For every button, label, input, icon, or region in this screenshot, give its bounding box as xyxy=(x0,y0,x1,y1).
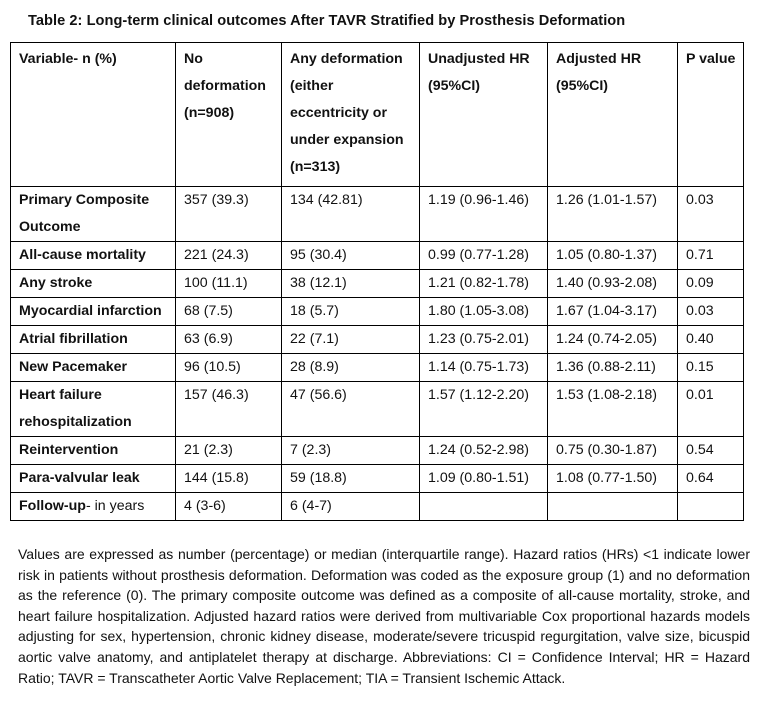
cell-no-deformation: 4 (3-6) xyxy=(176,493,282,521)
cell-no-deformation: 68 (7.5) xyxy=(176,298,282,326)
cell-any-deformation: 134 (42.81) xyxy=(282,187,420,242)
cell-adjusted-hr: 1.36 (0.88-2.11) xyxy=(548,354,678,382)
cell-p-value: 0.03 xyxy=(678,298,744,326)
cell-any-deformation: 18 (5.7) xyxy=(282,298,420,326)
cell-p-value: 0.15 xyxy=(678,354,744,382)
followup-unit: - in years xyxy=(85,498,145,514)
cell-variable: All-cause mortality xyxy=(11,242,176,270)
cell-p-value: 0.03 xyxy=(678,187,744,242)
cell-variable: New Pacemaker xyxy=(11,354,176,382)
table-row xyxy=(11,382,744,437)
followup-label: Follow-up xyxy=(19,498,86,514)
table-row xyxy=(11,270,744,298)
cell-unadjusted-hr: 1.23 (0.75-2.01) xyxy=(420,326,548,354)
header-no-deformation: No deformation (n=908) xyxy=(176,43,282,187)
cell-any-deformation: 22 (7.1) xyxy=(282,326,420,354)
table-row xyxy=(11,187,744,242)
cell-variable: Heart failure rehospitalization xyxy=(11,382,176,437)
cell-no-deformation: 357 (39.3) xyxy=(176,187,282,242)
cell-variable: Primary Composite Outcome xyxy=(11,187,176,242)
cell-adjusted-hr: 1.40 (0.93-2.08) xyxy=(548,270,678,298)
table-row xyxy=(11,326,744,354)
cell-unadjusted-hr: 1.14 (0.75-1.73) xyxy=(420,354,548,382)
cell-variable: Reintervention xyxy=(11,437,176,465)
cell-unadjusted-hr xyxy=(420,493,548,521)
cell-adjusted-hr: 1.67 (1.04-3.17) xyxy=(548,298,678,326)
cell-no-deformation: 63 (6.9) xyxy=(176,326,282,354)
cell-no-deformation: 100 (11.1) xyxy=(176,270,282,298)
cell-unadjusted-hr: 1.80 (1.05-3.08) xyxy=(420,298,548,326)
cell-p-value xyxy=(678,493,744,521)
cell-unadjusted-hr: 1.21 (0.82-1.78) xyxy=(420,270,548,298)
header-any-deformation: Any deformation (either eccentricity or under expansion (n=313) xyxy=(282,43,420,187)
cell-p-value: 0.71 xyxy=(678,242,744,270)
cell-adjusted-hr: 1.53 (1.08-2.18) xyxy=(548,382,678,437)
cell-adjusted-hr: 1.26 (1.01-1.57) xyxy=(548,187,678,242)
table-row xyxy=(11,465,744,493)
cell-adjusted-hr xyxy=(548,493,678,521)
cell-any-deformation: 28 (8.9) xyxy=(282,354,420,382)
table-row xyxy=(11,437,744,465)
header-variable: Variable- n (%) xyxy=(11,43,176,187)
cell-variable: Myocardial infarction xyxy=(11,298,176,326)
header-adjusted-hr: Adjusted HR (95%CI) xyxy=(548,43,678,187)
cell-any-deformation: 47 (56.6) xyxy=(282,382,420,437)
cell-variable: Para-valvular leak xyxy=(11,465,176,493)
cell-adjusted-hr: 1.08 (0.77-1.50) xyxy=(548,465,678,493)
table-caption: Table 2: Long-term clinical outcomes After TAVR Stratified by Prosthesis Deformation xyxy=(28,13,626,29)
table-row xyxy=(11,354,744,382)
table-row xyxy=(11,242,744,270)
cell-any-deformation: 38 (12.1) xyxy=(282,270,420,298)
cell-adjusted-hr: 1.05 (0.80-1.37) xyxy=(548,242,678,270)
cell-p-value: 0.64 xyxy=(678,465,744,493)
cell-variable-followup xyxy=(11,493,176,521)
cell-p-value: 0.40 xyxy=(678,326,744,354)
cell-adjusted-hr: 1.24 (0.74-2.05) xyxy=(548,326,678,354)
cell-unadjusted-hr: 1.19 (0.96-1.46) xyxy=(420,187,548,242)
cell-unadjusted-hr: 1.57 (1.12-2.20) xyxy=(420,382,548,437)
table-row xyxy=(11,298,744,326)
cell-no-deformation: 21 (2.3) xyxy=(176,437,282,465)
cell-any-deformation: 7 (2.3) xyxy=(282,437,420,465)
cell-no-deformation: 144 (15.8) xyxy=(176,465,282,493)
cell-unadjusted-hr: 0.99 (0.77-1.28) xyxy=(420,242,548,270)
cell-p-value: 0.54 xyxy=(678,437,744,465)
cell-no-deformation: 157 (46.3) xyxy=(176,382,282,437)
cell-any-deformation: 95 (30.4) xyxy=(282,242,420,270)
cell-variable: Any stroke xyxy=(11,270,176,298)
cell-unadjusted-hr: 1.09 (0.80-1.51) xyxy=(420,465,548,493)
cell-variable: Atrial fibrillation xyxy=(11,326,176,354)
cell-unadjusted-hr: 1.24 (0.52-2.98) xyxy=(420,437,548,465)
cell-p-value: 0.01 xyxy=(678,382,744,437)
cell-no-deformation: 96 (10.5) xyxy=(176,354,282,382)
header-p-value: P value xyxy=(678,43,744,187)
table-footnote: Values are expressed as number (percentage) or median (interquartile range). Hazard ratios (HRs) <1 indicate lower risk in patients without prosthesis deformation. Deformation was coded as the exposure group (1) and no deformation as the reference (0). The primary composite outcome was defined as a composite of all-cause mortality, stroke, and heart failure hospitalization. Adjusted hazard ratios were derived from multivariable Cox proportional hazards models adjusting for sex, hypertension, chronic kidney disease, moderate/severe tricuspid regurgitation, valve size, bicuspid aortic valve anatomy, and antiplatelet therapy at discharge. Abbreviations: CI = Confidence Interval; HR = Hazard Ratio; TAVR = Transcatheter Aortic Valve Replacement; TIA = Transient Ischemic Attack. xyxy=(18,546,750,686)
cell-p-value: 0.09 xyxy=(678,270,744,298)
cell-any-deformation: 6 (4-7) xyxy=(282,493,420,521)
header-row xyxy=(11,43,744,187)
cell-any-deformation: 59 (18.8) xyxy=(282,465,420,493)
header-unadjusted-hr: Unadjusted HR (95%CI) xyxy=(420,43,548,187)
outcomes-table xyxy=(10,42,744,521)
cell-adjusted-hr: 0.75 (0.30-1.87) xyxy=(548,437,678,465)
cell-no-deformation: 221 (24.3) xyxy=(176,242,282,270)
followup-row xyxy=(11,493,744,521)
